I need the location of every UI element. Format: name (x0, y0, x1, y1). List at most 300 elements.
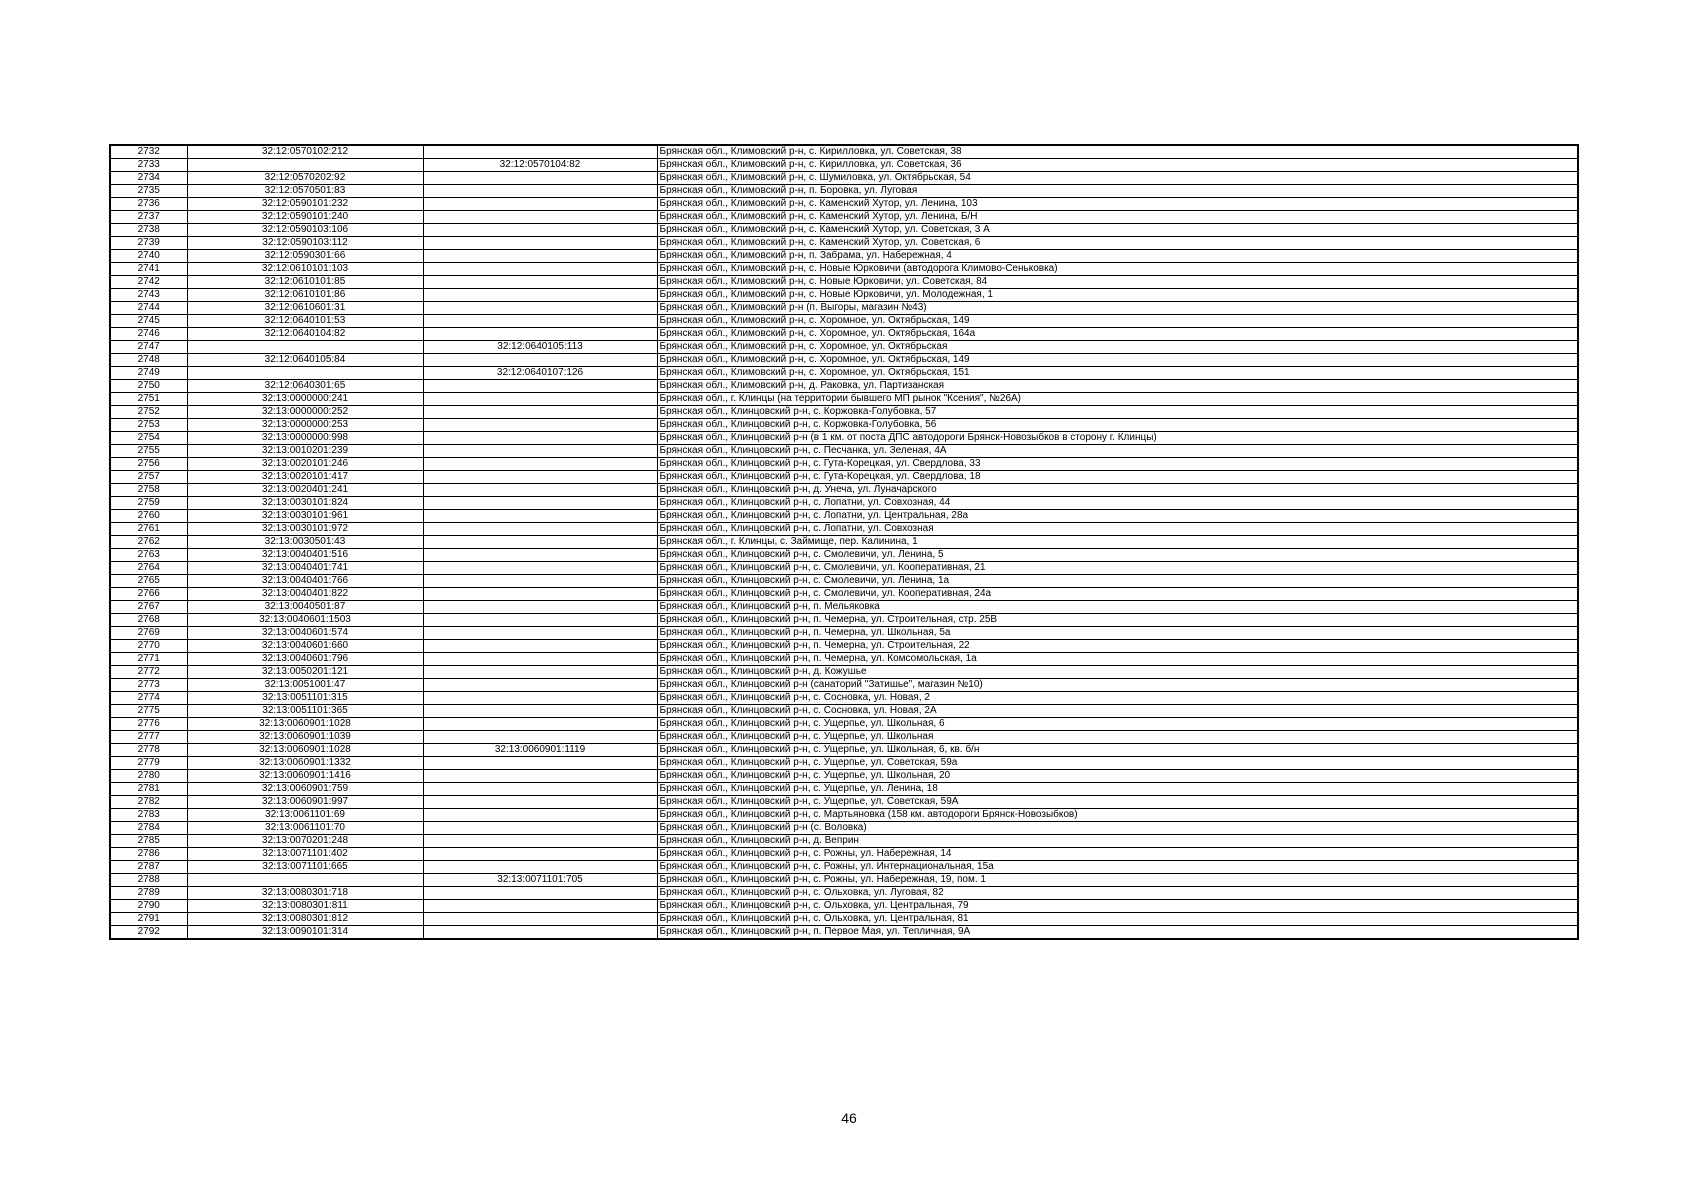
address-cell: Брянская обл., Клинцовский р-н, с. Мартьяновка (158 км. автодороги Брянск-Новозыбков) (657, 809, 1578, 822)
table-row (110, 627, 1578, 640)
cadastral-number-secondary-cell (423, 549, 657, 562)
cadastral-number-secondary-cell (423, 692, 657, 705)
cadastral-number-secondary-cell (423, 835, 657, 848)
address-cell: Брянская обл., Клинцовский р-н (санаторий "Затишье", магазин №10) (657, 679, 1578, 692)
table-row (110, 211, 1578, 224)
cadastral-number-cell: 32:13:0080301:718 (187, 887, 423, 900)
cadastral-number-secondary-cell (423, 458, 657, 471)
table-row (110, 224, 1578, 237)
address-cell: Брянская обл., Климовский р-н, д. Раковка, ул. Партизанская (657, 380, 1578, 393)
table-row (110, 302, 1578, 315)
table-row (110, 263, 1578, 276)
address-cell: Брянская обл., Клинцовский р-н, с. Рожны, ул. Набережная, 19, пом. 1 (657, 874, 1578, 887)
table-row (110, 653, 1578, 666)
cadastral-number-secondary-cell (423, 263, 657, 276)
cadastral-number-cell: 32:13:0060901:997 (187, 796, 423, 809)
row-number-cell: 2766 (110, 588, 187, 601)
address-cell: Брянская обл., Клинцовский р-н, д. Унеча, ул. Луначарского (657, 484, 1578, 497)
table-row (110, 484, 1578, 497)
cadastral-number-secondary-cell (423, 419, 657, 432)
row-number-cell: 2754 (110, 432, 187, 445)
cadastral-number-secondary-cell (423, 848, 657, 861)
address-cell: Брянская обл., Климовский р-н, с. Каменский Хутор, ул. Советская, 6 (657, 237, 1578, 250)
cadastral-number-cell: 32:13:0040601:660 (187, 640, 423, 653)
row-number-cell: 2738 (110, 224, 187, 237)
row-number-cell: 2739 (110, 237, 187, 250)
address-cell: Брянская обл., Климовский р-н, с. Хоромное, ул. Октябрьская, 164а (657, 328, 1578, 341)
row-number-cell: 2767 (110, 601, 187, 614)
row-number-cell: 2737 (110, 211, 187, 224)
cadastral-number-secondary-cell (423, 393, 657, 406)
cadastral-number-secondary-cell (423, 406, 657, 419)
row-number-cell: 2763 (110, 549, 187, 562)
row-number-cell: 2758 (110, 484, 187, 497)
cadastral-number-cell: 32:13:0060901:1332 (187, 757, 423, 770)
row-number-cell: 2781 (110, 783, 187, 796)
row-number-cell: 2788 (110, 874, 187, 887)
cadastral-number-secondary-cell (423, 796, 657, 809)
cadastral-number-cell: 32:13:0030101:961 (187, 510, 423, 523)
row-number-cell: 2750 (110, 380, 187, 393)
table-row (110, 770, 1578, 783)
cadastral-number-cell: 32:13:0040401:741 (187, 562, 423, 575)
address-cell: Брянская обл., Климовский р-н, с. Хоромное, ул. Октябрьская, 149 (657, 315, 1578, 328)
address-cell: Брянская обл., Климовский р-н, с. Новые Юрковичи, ул. Молодежная, 1 (657, 289, 1578, 302)
table-row (110, 536, 1578, 549)
row-number-cell: 2732 (110, 145, 187, 159)
table-row (110, 900, 1578, 913)
table-row (110, 315, 1578, 328)
cadastral-number-cell: 32:12:0570501:83 (187, 185, 423, 198)
cadastral-number-cell: 32:13:0040601:574 (187, 627, 423, 640)
address-cell: Брянская обл., Клинцовский р-н, с. Смолевичи, ул. Ленина, 5 (657, 549, 1578, 562)
address-cell: Брянская обл., Клинцовский р-н, с. Ущерпье, ул. Школьная, 6, кв. б/н (657, 744, 1578, 757)
table-row (110, 614, 1578, 627)
address-cell: Брянская обл., Клинцовский р-н, с. Смолевичи, ул. Ленина, 1а (657, 575, 1578, 588)
row-number-cell: 2760 (110, 510, 187, 523)
cadastral-number-secondary-cell (423, 172, 657, 185)
cadastral-number-secondary-cell (423, 640, 657, 653)
row-number-cell: 2753 (110, 419, 187, 432)
cadastral-number-cell: 32:13:0060901:1039 (187, 731, 423, 744)
address-cell: Брянская обл., Клинцовский р-н, с. Ольховка, ул. Центральная, 81 (657, 913, 1578, 926)
address-cell: Брянская обл., Клинцовский р-н, п. Первое Мая, ул. Тепличная, 9А (657, 926, 1578, 940)
cadastral-number-secondary-cell (423, 289, 657, 302)
table-row (110, 328, 1578, 341)
cadastral-number-cell: 32:12:0610101:103 (187, 263, 423, 276)
table-row (110, 809, 1578, 822)
cadastral-number-cell (187, 341, 423, 354)
row-number-cell: 2773 (110, 679, 187, 692)
cadastral-number-cell: 32:12:0640101:53 (187, 315, 423, 328)
cadastral-number-cell: 32:13:0061101:69 (187, 809, 423, 822)
table-row (110, 341, 1578, 354)
table-row (110, 874, 1578, 887)
row-number-cell: 2757 (110, 471, 187, 484)
cadastral-number-cell: 32:12:0610101:86 (187, 289, 423, 302)
cadastral-number-secondary-cell (423, 562, 657, 575)
cadastral-number-secondary-cell (423, 731, 657, 744)
table-row (110, 913, 1578, 926)
address-cell: Брянская обл., Клинцовский р-н, с. Сосновка, ул. Новая, 2 (657, 692, 1578, 705)
cadastral-number-secondary-cell (423, 185, 657, 198)
row-number-cell: 2759 (110, 497, 187, 510)
cadastral-number-cell: 32:12:0640301:65 (187, 380, 423, 393)
cadastral-number-cell (187, 159, 423, 172)
cadastral-number-cell: 32:13:0030101:824 (187, 497, 423, 510)
table-row (110, 835, 1578, 848)
cadastral-number-cell: 32:13:0030101:972 (187, 523, 423, 536)
cadastral-number-secondary-cell: 32:12:0640107:126 (423, 367, 657, 380)
row-number-cell: 2742 (110, 276, 187, 289)
row-number-cell: 2741 (110, 263, 187, 276)
row-number-cell: 2736 (110, 198, 187, 211)
cadastral-number-cell: 32:12:0610101:85 (187, 276, 423, 289)
table-row (110, 718, 1578, 731)
table-row (110, 575, 1578, 588)
cadastral-number-secondary-cell (423, 601, 657, 614)
row-number-cell: 2786 (110, 848, 187, 861)
row-number-cell: 2762 (110, 536, 187, 549)
row-number-cell: 2774 (110, 692, 187, 705)
cadastral-number-cell: 32:12:0570102:212 (187, 145, 423, 159)
table-row (110, 588, 1578, 601)
row-number-cell: 2775 (110, 705, 187, 718)
address-cell: Брянская обл., Клинцовский р-н, п. Чемерна, ул. Строительная, стр. 25В (657, 614, 1578, 627)
row-number-cell: 2783 (110, 809, 187, 822)
table-row (110, 367, 1578, 380)
table-row (110, 354, 1578, 367)
address-cell: Брянская обл., Климовский р-н, с. Новые Юрковичи (автодорога Климово-Сеньковка) (657, 263, 1578, 276)
cadastral-number-cell: 32:13:0020101:417 (187, 471, 423, 484)
address-cell: Брянская обл., Клинцовский р-н, с. Коржовка-Голубовка, 56 (657, 419, 1578, 432)
cadastral-number-secondary-cell (423, 497, 657, 510)
address-cell: Брянская обл., Клинцовский р-н, с. Лопатни, ул. Совхозная, 44 (657, 497, 1578, 510)
row-number-cell: 2790 (110, 900, 187, 913)
cadastral-number-cell: 32:13:0040601:1503 (187, 614, 423, 627)
cadastral-number-cell: 32:12:0610601:31 (187, 302, 423, 315)
row-number-cell: 2769 (110, 627, 187, 640)
cadastral-number-cell: 32:13:0040401:766 (187, 575, 423, 588)
cadastral-number-secondary-cell (423, 809, 657, 822)
row-number-cell: 2734 (110, 172, 187, 185)
row-number-cell: 2746 (110, 328, 187, 341)
cadastral-number-secondary-cell (423, 276, 657, 289)
cadastral-number-secondary-cell (423, 653, 657, 666)
row-number-cell: 2745 (110, 315, 187, 328)
page-number: 46 (841, 1110, 857, 1126)
cadastral-number-secondary-cell (423, 328, 657, 341)
address-cell: Брянская обл., Клинцовский р-н, с. Смолевичи, ул. Кооперативная, 24а (657, 588, 1578, 601)
table-row (110, 549, 1578, 562)
table-row (110, 692, 1578, 705)
table-row (110, 289, 1578, 302)
address-cell: Брянская обл., Клинцовский р-н (в 1 км. от поста ДПС автодороги Брянск-Новозыбков в сторону г. Клинцы) (657, 432, 1578, 445)
row-number-cell: 2770 (110, 640, 187, 653)
address-cell: Брянская обл., Клинцовский р-н, с. Песчанка, ул. Зеленая, 4А (657, 445, 1578, 458)
address-cell: Брянская обл., Клинцовский р-н (с. Воловка) (657, 822, 1578, 835)
table-row (110, 172, 1578, 185)
cadastral-number-cell: 32:13:0071101:665 (187, 861, 423, 874)
row-number-cell: 2768 (110, 614, 187, 627)
row-number-cell: 2740 (110, 250, 187, 263)
row-number-cell: 2743 (110, 289, 187, 302)
row-number-cell: 2755 (110, 445, 187, 458)
cadastral-number-secondary-cell (423, 302, 657, 315)
row-number-cell: 2748 (110, 354, 187, 367)
row-number-cell: 2744 (110, 302, 187, 315)
cadastral-number-cell: 32:13:0040601:796 (187, 653, 423, 666)
cadastral-number-cell: 32:12:0640104:82 (187, 328, 423, 341)
table-row (110, 471, 1578, 484)
cadastral-number-secondary-cell (423, 718, 657, 731)
address-cell: Брянская обл., Клинцовский р-н, с. Рожны, ул. Интернациональная, 15а (657, 861, 1578, 874)
cadastral-number-cell: 32:13:0061101:70 (187, 822, 423, 835)
table-row (110, 198, 1578, 211)
row-number-cell: 2764 (110, 562, 187, 575)
cadastral-number-cell: 32:12:0640105:84 (187, 354, 423, 367)
table-row (110, 887, 1578, 900)
cadastral-number-cell: 32:13:0040401:516 (187, 549, 423, 562)
table-row (110, 432, 1578, 445)
row-number-cell: 2785 (110, 835, 187, 848)
table-row (110, 861, 1578, 874)
cadastral-number-secondary-cell (423, 575, 657, 588)
table-row (110, 796, 1578, 809)
address-cell: Брянская обл., Климовский р-н, с. Каменский Хутор, ул. Советская, 3 А (657, 224, 1578, 237)
cadastral-number-cell: 32:13:0000000:998 (187, 432, 423, 445)
row-number-cell: 2784 (110, 822, 187, 835)
cadastral-number-cell: 32:12:0590101:240 (187, 211, 423, 224)
address-cell: Брянская обл., Клинцовский р-н, п. Чемерна, ул. Строительная, 22 (657, 640, 1578, 653)
row-number-cell: 2751 (110, 393, 187, 406)
table-row (110, 926, 1578, 940)
cadastral-number-secondary-cell (423, 432, 657, 445)
table-row (110, 666, 1578, 679)
cadastral-number-cell: 32:13:0060901:1416 (187, 770, 423, 783)
cadastral-number-cell: 32:13:0060901:1028 (187, 718, 423, 731)
table-row (110, 744, 1578, 757)
cadastral-number-secondary-cell: 32:12:0570104:82 (423, 159, 657, 172)
address-cell: Брянская обл., Клинцовский р-н, д. Кожушье (657, 666, 1578, 679)
row-number-cell: 2771 (110, 653, 187, 666)
cadastral-number-secondary-cell: 32:13:0071101:705 (423, 874, 657, 887)
row-number-cell: 2749 (110, 367, 187, 380)
cadastral-number-secondary-cell (423, 484, 657, 497)
row-number-cell: 2787 (110, 861, 187, 874)
address-cell: Брянская обл., Климовский р-н, с. Новые Юрковичи, ул. Советская, 84 (657, 276, 1578, 289)
cadastral-number-cell: 32:13:0070201:248 (187, 835, 423, 848)
row-number-cell: 2791 (110, 913, 187, 926)
address-cell: Брянская обл., Клинцовский р-н, с. Коржовка-Голубовка, 57 (657, 406, 1578, 419)
cadastral-number-secondary-cell (423, 211, 657, 224)
cadastral-number-cell: 32:13:0051101:315 (187, 692, 423, 705)
address-cell: Брянская обл., Клинцовский р-н, с. Рожны, ул. Набережная, 14 (657, 848, 1578, 861)
address-cell: Брянская обл., Клинцовский р-н, с. Гута-Корецкая, ул. Свердлова, 33 (657, 458, 1578, 471)
registry-table-body (110, 145, 1578, 939)
table-row (110, 406, 1578, 419)
address-cell: Брянская обл., Клинцовский р-н, п. Чемерна, ул. Школьная, 5а (657, 627, 1578, 640)
table-row (110, 601, 1578, 614)
table-row (110, 185, 1578, 198)
cadastral-number-secondary-cell (423, 627, 657, 640)
row-number-cell: 2765 (110, 575, 187, 588)
address-cell: Брянская обл., г. Клинцы (на территории бывшего МП рынок "Ксения", №26А) (657, 393, 1578, 406)
cadastral-number-cell: 32:13:0000000:252 (187, 406, 423, 419)
table-row (110, 757, 1578, 770)
row-number-cell: 2782 (110, 796, 187, 809)
row-number-cell: 2772 (110, 666, 187, 679)
table-row (110, 731, 1578, 744)
cadastral-number-secondary-cell (423, 224, 657, 237)
cadastral-number-cell (187, 874, 423, 887)
address-cell: Брянская обл., Клинцовский р-н, д. Веприн (657, 835, 1578, 848)
address-cell: Брянская обл., Клинцовский р-н, п. Мельяковка (657, 601, 1578, 614)
cadastral-number-secondary-cell (423, 887, 657, 900)
cadastral-number-cell: 32:13:0051001:47 (187, 679, 423, 692)
cadastral-number-cell: 32:13:0090101:314 (187, 926, 423, 940)
address-cell: Брянская обл., Клинцовский р-н, с. Гута-Корецкая, ул. Свердлова, 18 (657, 471, 1578, 484)
row-number-cell: 2789 (110, 887, 187, 900)
address-cell: Брянская обл., Клинцовский р-н, с. Ущерпье, ул. Советская, 59а (657, 757, 1578, 770)
row-number-cell: 2792 (110, 926, 187, 940)
address-cell: Брянская обл., Климовский р-н, с. Каменский Хутор, ул. Ленина, Б/Н (657, 211, 1578, 224)
row-number-cell: 2747 (110, 341, 187, 354)
address-cell: Брянская обл., Климовский р-н, с. Каменский Хутор, ул. Ленина, 103 (657, 198, 1578, 211)
address-cell: Брянская обл., Клинцовский р-н, с. Лопатни, ул. Центральная, 28а (657, 510, 1578, 523)
address-cell: Брянская обл., Климовский р-н, с. Кирилловка, ул. Советская, 38 (657, 145, 1578, 159)
cadastral-number-cell: 32:13:0071101:402 (187, 848, 423, 861)
cadastral-number-cell: 32:13:0080301:812 (187, 913, 423, 926)
cadastral-number-cell: 32:13:0080301:811 (187, 900, 423, 913)
row-number-cell: 2780 (110, 770, 187, 783)
table-row (110, 562, 1578, 575)
cadastral-number-cell: 32:12:0590301:66 (187, 250, 423, 263)
cadastral-number-cell: 32:13:0060901:759 (187, 783, 423, 796)
cadastral-number-cell: 32:13:0020401:241 (187, 484, 423, 497)
cadastral-number-cell: 32:12:0590103:106 (187, 224, 423, 237)
cadastral-number-cell: 32:12:0590101:232 (187, 198, 423, 211)
cadastral-number-secondary-cell (423, 757, 657, 770)
row-number-cell: 2735 (110, 185, 187, 198)
address-cell: Брянская обл., Климовский р-н, с. Шумиловка, ул. Октябрьская, 54 (657, 172, 1578, 185)
cadastral-number-secondary-cell (423, 926, 657, 940)
address-cell: Брянская обл., Климовский р-н, с. Хоромное, ул. Октябрьская, 149 (657, 354, 1578, 367)
cadastral-number-cell: 32:13:0040501:87 (187, 601, 423, 614)
cadastral-number-secondary-cell (423, 783, 657, 796)
row-number-cell: 2756 (110, 458, 187, 471)
cadastral-number-secondary-cell (423, 666, 657, 679)
cadastral-number-secondary-cell (423, 145, 657, 159)
table-row (110, 445, 1578, 458)
table-row (110, 822, 1578, 835)
cadastral-number-secondary-cell (423, 471, 657, 484)
cadastral-number-secondary-cell (423, 900, 657, 913)
cadastral-number-cell: 32:13:0060901:1028 (187, 744, 423, 757)
cadastral-number-cell: 32:13:0000000:241 (187, 393, 423, 406)
row-number-cell: 2776 (110, 718, 187, 731)
address-cell: Брянская обл., Клинцовский р-н, с. Смолевичи, ул. Кооперативная, 21 (657, 562, 1578, 575)
cadastral-number-cell: 32:13:0050201:121 (187, 666, 423, 679)
row-number-cell: 2779 (110, 757, 187, 770)
cadastral-number-cell: 32:13:0000000:253 (187, 419, 423, 432)
cadastral-number-secondary-cell (423, 198, 657, 211)
address-cell: Брянская обл., Климовский р-н, с. Хоромное, ул. Октябрьская (657, 341, 1578, 354)
cadastral-number-secondary-cell: 32:13:0060901:1119 (423, 744, 657, 757)
cadastral-number-secondary-cell (423, 705, 657, 718)
cadastral-number-secondary-cell (423, 354, 657, 367)
cadastral-number-secondary-cell (423, 588, 657, 601)
table-row (110, 783, 1578, 796)
address-cell: Брянская обл., Клинцовский р-н, с. Ущерпье, ул. Ленина, 18 (657, 783, 1578, 796)
cadastral-number-secondary-cell: 32:12:0640105:113 (423, 341, 657, 354)
table-row (110, 145, 1578, 159)
cadastral-number-secondary-cell (423, 315, 657, 328)
table-row (110, 705, 1578, 718)
address-cell: Брянская обл., Климовский р-н, п. Забрама, ул. Набережная, 4 (657, 250, 1578, 263)
cadastral-number-secondary-cell (423, 822, 657, 835)
cadastral-number-cell: 32:13:0040401:822 (187, 588, 423, 601)
cadastral-number-cell: 32:13:0020101:246 (187, 458, 423, 471)
address-cell: Брянская обл., Клинцовский р-н, с. Ольховка, ул. Луговая, 82 (657, 887, 1578, 900)
address-cell: Брянская обл., Климовский р-н (п. Выгоры, магазин №43) (657, 302, 1578, 315)
address-cell: Брянская обл., Климовский р-н, п. Боровка, ул. Луговая (657, 185, 1578, 198)
address-cell: Брянская обл., Клинцовский р-н, с. Ущерпье, ул. Школьная (657, 731, 1578, 744)
cadastral-number-secondary-cell (423, 614, 657, 627)
table-row (110, 393, 1578, 406)
address-cell: Брянская обл., Климовский р-н, с. Кирилловка, ул. Советская, 36 (657, 159, 1578, 172)
cadastral-number-secondary-cell (423, 510, 657, 523)
cadastral-number-secondary-cell (423, 523, 657, 536)
cadastral-number-secondary-cell (423, 770, 657, 783)
table-row (110, 250, 1578, 263)
address-cell: Брянская обл., Клинцовский р-н, с. Лопатни, ул. Совхозная (657, 523, 1578, 536)
row-number-cell: 2777 (110, 731, 187, 744)
row-number-cell: 2761 (110, 523, 187, 536)
cadastral-number-secondary-cell (423, 861, 657, 874)
table-row (110, 497, 1578, 510)
cadastral-number-secondary-cell (423, 445, 657, 458)
table-row (110, 380, 1578, 393)
cadastral-number-secondary-cell (423, 237, 657, 250)
cadastral-number-cell: 32:12:0570202:92 (187, 172, 423, 185)
table-row (110, 237, 1578, 250)
registry-table (109, 144, 1579, 940)
address-cell: Брянская обл., Климовский р-н, с. Хоромное, ул. Октябрьская, 151 (657, 367, 1578, 380)
cadastral-number-cell (187, 367, 423, 380)
table-row (110, 510, 1578, 523)
cadastral-number-cell: 32:13:0051101:365 (187, 705, 423, 718)
address-cell: Брянская обл., Клинцовский р-н, п. Чемерна, ул. Комсомольская, 1а (657, 653, 1578, 666)
row-number-cell: 2733 (110, 159, 187, 172)
table-row (110, 419, 1578, 432)
row-number-cell: 2778 (110, 744, 187, 757)
address-cell: Брянская обл., Клинцовский р-н, с. Ущерпье, ул. Школьная, 20 (657, 770, 1578, 783)
table-row (110, 523, 1578, 536)
cadastral-number-cell: 32:12:0590103:112 (187, 237, 423, 250)
address-cell: Брянская обл., г. Клинцы, с. Займище, пер. Калинина, 1 (657, 536, 1578, 549)
address-cell: Брянская обл., Клинцовский р-н, с. Ущерпье, ул. Школьная, 6 (657, 718, 1578, 731)
address-cell: Брянская обл., Клинцовский р-н, с. Сосновка, ул. Новая, 2А (657, 705, 1578, 718)
cadastral-number-cell: 32:13:0010201:239 (187, 445, 423, 458)
table-row (110, 848, 1578, 861)
cadastral-number-secondary-cell (423, 913, 657, 926)
row-number-cell: 2752 (110, 406, 187, 419)
cadastral-number-secondary-cell (423, 679, 657, 692)
cadastral-number-cell: 32:13:0030501:43 (187, 536, 423, 549)
cadastral-number-secondary-cell (423, 250, 657, 263)
address-cell: Брянская обл., Клинцовский р-н, с. Ольховка, ул. Центральная, 79 (657, 900, 1578, 913)
